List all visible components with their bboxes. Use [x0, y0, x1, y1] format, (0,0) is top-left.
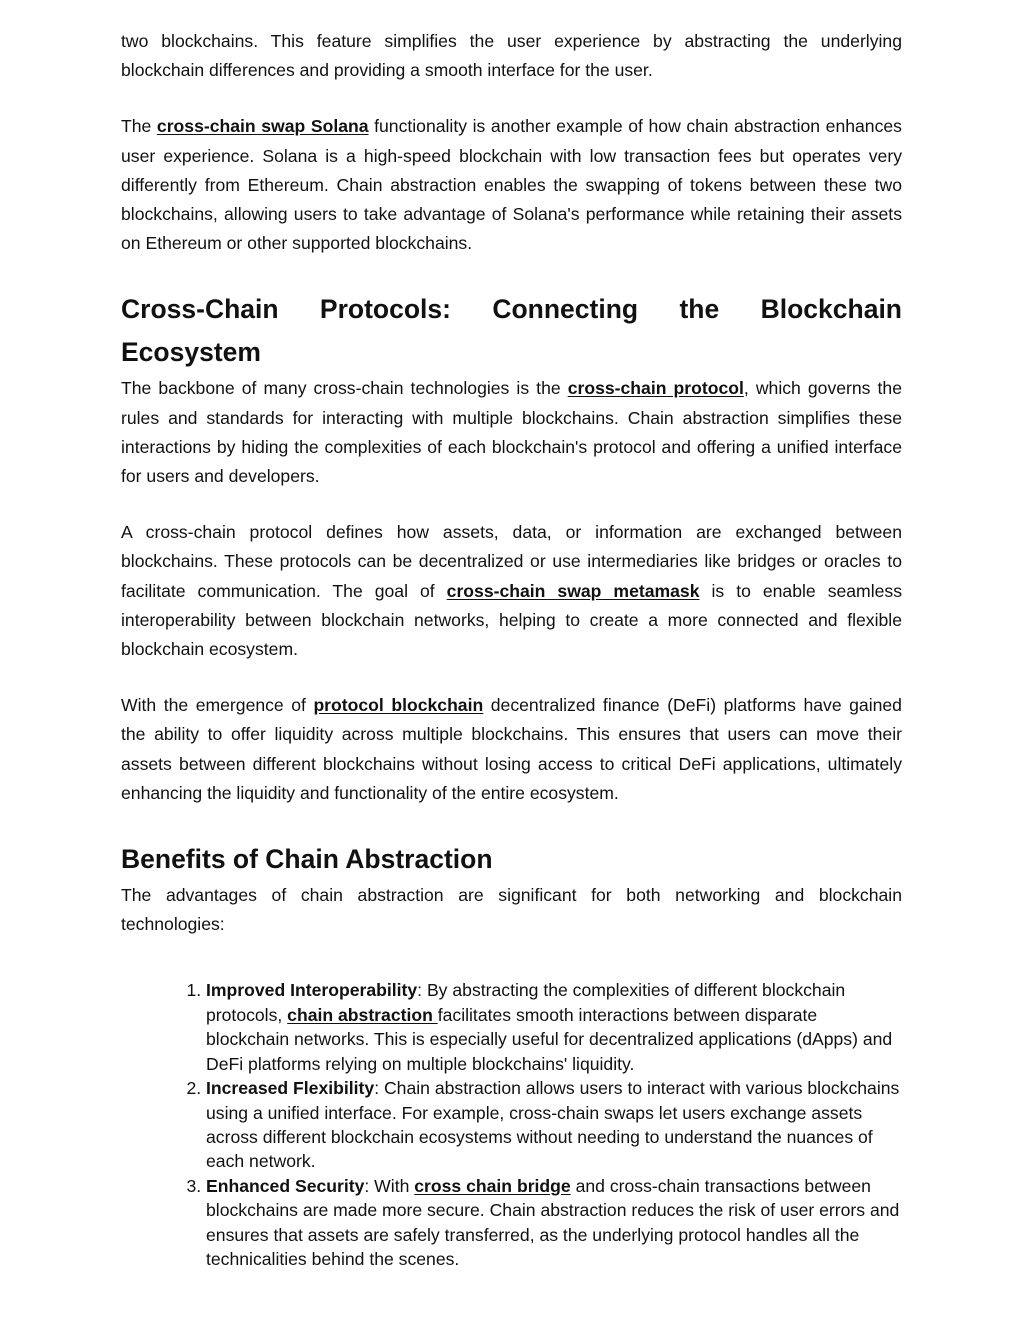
list-item-text: and cross-chain transactions between blockchains are made more secure. Chain abstraction reduces the risk of user errors and ensures that assets are safely transferred, as the underlying protocol handles all the technicalities behind the scenes. [206, 1175, 900, 1269]
para-text: With the emergence of [121, 695, 314, 716]
intro-paragraph [121, 27, 902, 85]
benefits-intro-text: The advantages of chain abstraction are significant for both networking and blockchain technologies: [121, 885, 902, 935]
protocol-paragraph-2 [121, 518, 902, 664]
protocol-paragraph-3 [121, 691, 902, 808]
solana-paragraph [121, 112, 902, 258]
chain-abstraction-link[interactable]: chain abstraction [287, 1004, 438, 1025]
para-text: The backbone of many cross-chain technologies is the [121, 378, 568, 399]
list-item-text: : By abstracting the complexities of different blockchain protocols, [206, 980, 846, 1025]
cross-chain-swap-solana-link[interactable]: cross-chain swap Solana [156, 116, 369, 137]
list-item-title: Enhanced Security [206, 1175, 365, 1196]
para-text: , which governs the rules and standards for interacting with multiple blockchains. Chain abstraction simplifies these interactions by hiding the complexities of each blockchain's protocol and offering a unified interface for users and developers. [121, 378, 902, 487]
intro-text: two blockchains. This feature simplifies the user experience by abstracting the underlying blockchain differences and providing a smooth interface for the user. [121, 31, 902, 81]
list-item-title: Improved Interoperability [206, 980, 418, 1001]
list-item-text: : Chain abstraction allows users to interact with various blockchains using a unified interface. For example, cross-chain swaps let users exchange assets across different blockchain ecosystems without needing to understand the nuances of each network. [206, 1078, 900, 1172]
list-item [206, 1076, 902, 1174]
solana-text-before: The [121, 116, 157, 137]
section-heading-cross-chain-protocols: Cross-Chain Protocols: Connecting the Blockchain Ecosystem [121, 294, 902, 368]
protocol-paragraph-1 [121, 374, 902, 491]
list-item-text: facilitates smooth interactions between disparate blockchain networks. This is especially useful for decentralized applications (dApps) and DeFi platforms relying on multiple blockchains' liquidity. [206, 1004, 893, 1074]
list-item-title: Increased Flexibility [206, 1078, 375, 1099]
cross-chain-bridge-link[interactable]: cross chain bridge [414, 1175, 571, 1196]
list-item [206, 978, 902, 1076]
protocol-blockchain-link[interactable]: protocol blockchain [313, 695, 484, 716]
benefits-intro [121, 881, 902, 939]
list-item [206, 1174, 902, 1272]
cross-chain-protocol-link[interactable]: cross-chain protocol [567, 378, 744, 399]
cross-chain-swap-metamask-link[interactable]: cross-chain swap metamask [446, 580, 700, 601]
para-text: A cross-chain protocol defines how assets, data, or information are exchanged between blockchains. These protocols can be decentralized or use intermediaries like bridges or oracles to facilitate communication. The goal of [121, 522, 902, 601]
para-text: decentralized finance (DeFi) platforms have gained the ability to offer liquidity across multiple blockchains. This ensures that users can move their assets between different blockchains without losing access to critical DeFi applications, ultimately enhancing the liquidity and functionality of the entire ecosystem. [121, 695, 902, 803]
list-item-text: : With [364, 1175, 415, 1196]
document-page [121, 27, 902, 1271]
para-text: is to enable seamless interoperability between blockchain networks, helping to create a more connected and flexible blockchain ecosystem. [121, 580, 903, 660]
solana-text-after: functionality is another example of how chain abstraction enhances user experience. Solana is a high-speed blockchain with low transaction fees but operates very differently from Ethereum. Chain abstraction enables the swapping of tokens between these two blockchains, allowing users to take advantage of Solana's performance while retaining their assets on Ethereum or other supported blockchains. [121, 116, 902, 254]
section-heading-benefits: Benefits of Chain Abstraction [121, 844, 493, 875]
benefits-list [121, 978, 902, 1271]
